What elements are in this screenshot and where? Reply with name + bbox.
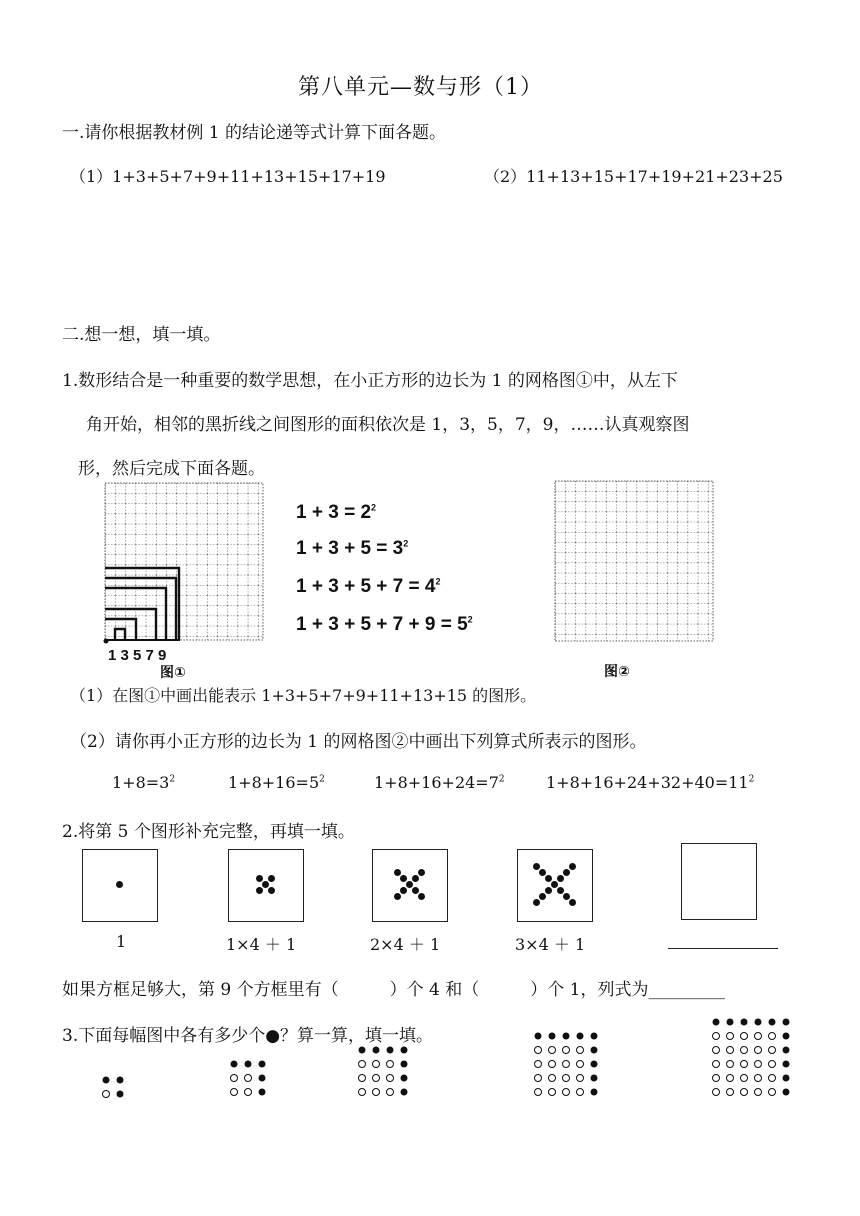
dot [116, 881, 123, 888]
filled-dot [401, 1075, 408, 1082]
hollow-dot [755, 1075, 762, 1082]
dot [545, 887, 552, 894]
fig1-bottom-numbers: 1 3 5 7 9 [108, 647, 167, 664]
section1-question-1: （1）1+3+5+7+9+11+13+15+17+19 [70, 167, 386, 186]
hollow-dot [245, 1075, 252, 1082]
filled-dot [401, 1047, 408, 1054]
dot [563, 869, 570, 876]
problem2-heading: 2.将第 5 个图形补充完整，再填一填。 [62, 822, 355, 842]
hollow-dot [231, 1089, 238, 1096]
hollow-dot [373, 1075, 380, 1082]
filled-dot [259, 1075, 266, 1082]
filled-dot [373, 1047, 380, 1054]
box-label-1: 1 [116, 932, 127, 951]
hollow-dot [535, 1089, 542, 1096]
section2-heading: 二.想一想，填一填。 [62, 325, 221, 345]
figure2-grid [552, 478, 717, 683]
filled-dot [741, 1019, 748, 1026]
hollow-dot [727, 1075, 734, 1082]
fig1-equation-1: $1 + 3 = 2^2$ [296, 502, 377, 523]
hollow-dot [359, 1061, 366, 1068]
hollow-dot [741, 1033, 748, 1040]
hollow-dot [769, 1033, 776, 1040]
hollow-dot [769, 1047, 776, 1054]
hollow-dot [549, 1047, 556, 1054]
dot [400, 887, 407, 894]
filled-dot [259, 1061, 266, 1068]
problem1-text-line1: 1.数形结合是一种重要的数学思想，在小正方形的边长为 1 的网格图①中，从左下 [62, 371, 678, 391]
hollow-dot [741, 1061, 748, 1068]
dot [406, 881, 413, 888]
filled-dot [755, 1019, 762, 1026]
filled-dot [591, 1075, 598, 1082]
hollow-dot [741, 1047, 748, 1054]
filled-dot [563, 1033, 570, 1040]
hollow-dot [535, 1061, 542, 1068]
figure1-grid [100, 480, 270, 680]
dot [557, 875, 564, 882]
hollow-dot [549, 1075, 556, 1082]
grid-area [105, 483, 263, 640]
dot-grid-4x4 [354, 1042, 418, 1106]
formula-4: $1+8+16+24+32+40=11^2$ [546, 773, 755, 792]
filled-dot [231, 1061, 238, 1068]
filled-dot [401, 1089, 408, 1096]
dot [533, 863, 540, 870]
box-label-2: 1×4 ＋ 1 [226, 935, 297, 954]
dot [418, 893, 425, 900]
origin-dot [104, 639, 109, 644]
dot [394, 893, 401, 900]
hollow-dot [387, 1089, 394, 1096]
dot [539, 893, 546, 900]
grid-area [555, 481, 713, 641]
hollow-dot [741, 1089, 748, 1096]
hollow-dot [713, 1089, 720, 1096]
filled-dot [591, 1089, 598, 1096]
hollow-dot [231, 1075, 238, 1082]
hollow-dot [549, 1089, 556, 1096]
fig1-equation-3: $1 + 3 + 5 + 7 = 4^2$ [296, 576, 441, 597]
hollow-dot [727, 1047, 734, 1054]
filled-dot [783, 1061, 790, 1068]
filled-dot [727, 1019, 734, 1026]
hollow-dot [713, 1033, 720, 1040]
dot [268, 875, 275, 882]
box-label-5-blank[interactable] [668, 948, 778, 949]
hollow-dot [755, 1089, 762, 1096]
pattern-box-3 [372, 849, 448, 922]
hollow-dot [713, 1047, 720, 1054]
fig1-equation-4: $1 + 3 + 5 + 7 + 9 = 5^2$ [296, 614, 473, 635]
hollow-dot [713, 1061, 720, 1068]
filled-dot [535, 1033, 542, 1040]
hollow-dot [387, 1061, 394, 1068]
hollow-dot [577, 1061, 584, 1068]
hollow-dot [769, 1061, 776, 1068]
hollow-dot [535, 1047, 542, 1054]
dot [569, 863, 576, 870]
hollow-dot [727, 1089, 734, 1096]
fig1-caption: 图① [160, 664, 186, 680]
hollow-dot [245, 1089, 252, 1096]
dot [545, 875, 552, 882]
problem3-heading: 3.下面每幅图中各有多少个●？算一算，填一填。 [62, 1026, 434, 1046]
hollow-dot [713, 1075, 720, 1082]
hollow-dot [549, 1061, 556, 1068]
filled-dot [783, 1089, 790, 1096]
page-title: 第八单元—数与形（1） [298, 75, 543, 100]
hollow-dot [577, 1089, 584, 1096]
filled-dot [783, 1047, 790, 1054]
fill-in-sentence: 如果方框足够大，第 9 个方框里有（ ）个 4 和（ ）个 1，列式为_________ [62, 980, 725, 1000]
dot [569, 899, 576, 906]
pattern-box-1 [82, 849, 158, 922]
dot [268, 887, 275, 894]
filled-dot [783, 1033, 790, 1040]
dot [262, 881, 269, 888]
hollow-dot [563, 1061, 570, 1068]
hollow-dot [563, 1047, 570, 1054]
dot [394, 869, 401, 876]
hollow-dot [755, 1047, 762, 1054]
dot-grid-6x6 [708, 1014, 800, 1106]
filled-dot [713, 1019, 720, 1026]
section1-heading: 一.请你根据教材例 1 的结论递等式计算下面各题。 [62, 123, 447, 143]
dot [412, 887, 419, 894]
dot [412, 875, 419, 882]
filled-dot [577, 1033, 584, 1040]
dot [533, 899, 540, 906]
hollow-dot [577, 1047, 584, 1054]
filled-dot [245, 1061, 252, 1068]
box-label-3: 2×4 ＋ 1 [370, 935, 441, 954]
fig2-caption: 图② [604, 663, 630, 679]
hollow-dot [373, 1089, 380, 1096]
hollow-dot [373, 1061, 380, 1068]
hollow-dot [741, 1075, 748, 1082]
hollow-dot [359, 1089, 366, 1096]
hollow-dot [359, 1075, 366, 1082]
filled-dot [783, 1019, 790, 1026]
dot [557, 887, 564, 894]
filled-dot [401, 1061, 408, 1068]
pattern-box-4 [517, 849, 593, 922]
problem1-text-line3: 形，然后完成下面各题。 [78, 459, 265, 479]
dot [551, 881, 558, 888]
dot-grid-2x2 [96, 1070, 132, 1106]
dot [418, 869, 425, 876]
filled-dot [783, 1075, 790, 1082]
pattern-box-5-empty[interactable] [681, 843, 757, 920]
filled-dot [591, 1047, 598, 1054]
formula-1: $1+8=3^2$ [112, 773, 176, 792]
dot [539, 869, 546, 876]
hollow-dot [769, 1089, 776, 1096]
filled-dot [549, 1033, 556, 1040]
formula-2: $1+8+16=5^2$ [228, 773, 325, 792]
filled-dot [591, 1033, 598, 1040]
dot [256, 887, 263, 894]
hollow-dot [727, 1033, 734, 1040]
hollow-dot [577, 1075, 584, 1082]
filled-dot [259, 1089, 266, 1096]
hollow-dot [727, 1061, 734, 1068]
pattern-box-2 [228, 849, 304, 922]
dot [563, 893, 570, 900]
hollow-dot [769, 1075, 776, 1082]
filled-dot [769, 1019, 776, 1026]
hollow-dot [563, 1075, 570, 1082]
filled-dot [387, 1047, 394, 1054]
dot [400, 875, 407, 882]
hollow-dot [535, 1075, 542, 1082]
filled-dot [359, 1047, 366, 1054]
hollow-dot [755, 1033, 762, 1040]
dot-grid-5x5 [530, 1028, 608, 1106]
hollow-dot [563, 1089, 570, 1096]
hollow-dot [387, 1075, 394, 1082]
fig1-equation-2: $1 + 3 + 5 = 3^2$ [296, 538, 409, 559]
formula-3: $1+8+16+24=7^2$ [374, 773, 505, 792]
dot [256, 875, 263, 882]
filled-dot [591, 1061, 598, 1068]
dot-grid-3x3 [226, 1056, 276, 1106]
hollow-dot [755, 1061, 762, 1068]
problem1-text-line2: 角开始，相邻的黑折线之间图形的面积依次是 1，3，5，7，9，……认真观察图 [86, 415, 690, 435]
sub-question-1: （1）在图①中画出能表示 1+3+5+7+9+11+13+15 的图形。 [70, 686, 537, 705]
sub-question-2: （2）请你再小正方形的边长为 1 的网格图②中画出下列算式所表示的图形。 [70, 732, 647, 752]
box-label-4: 3×4 ＋ 1 [515, 935, 586, 954]
section1-question-2: （2）11+13+15+17+19+21+23+25 [484, 167, 783, 186]
